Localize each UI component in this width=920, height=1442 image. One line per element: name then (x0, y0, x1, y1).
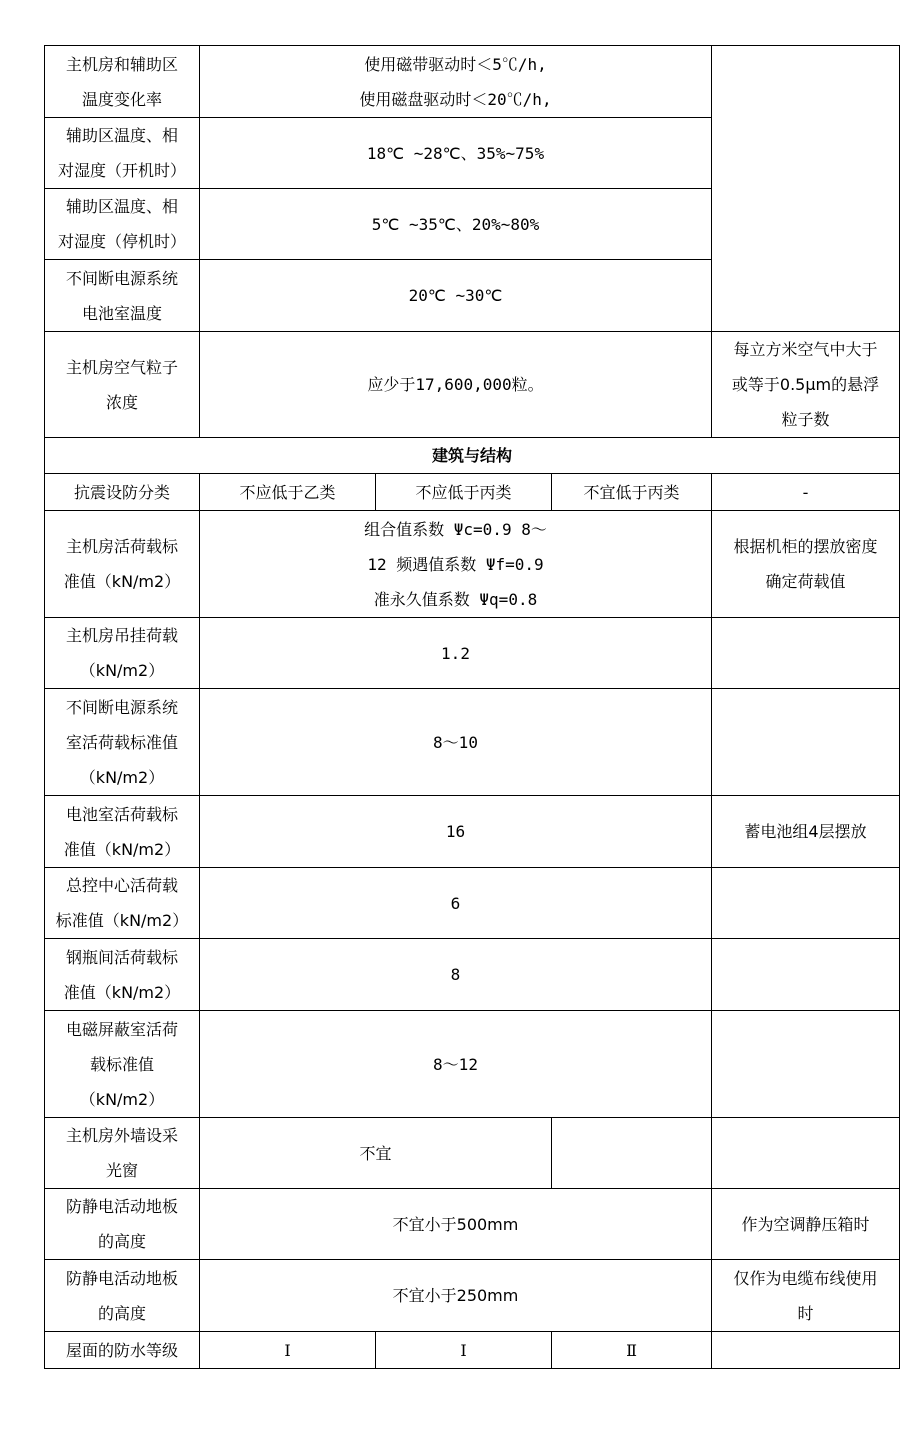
row-label: 主机房吊挂荷载 （kN/m2） (45, 618, 200, 689)
seismic-class-a: 不应低于乙类 (200, 474, 376, 511)
table-row (45, 796, 900, 868)
row-value: 8 (200, 939, 712, 1011)
row-note (712, 618, 900, 689)
row-value: 8～12 (200, 1011, 712, 1118)
row-label: 屋面的防水等级 (45, 1332, 200, 1369)
row-label: 电磁屏蔽室活荷 载标准值 （kN/m2） (45, 1011, 200, 1118)
row-note: 仅作为电缆布线使用 时 (712, 1260, 900, 1332)
row-value: 18℃ ~28℃、35%~75% (200, 118, 712, 189)
row-note (712, 1118, 900, 1189)
row-label: 防静电活动地板 的高度 (45, 1260, 200, 1332)
row-value: 20℃ ~30℃ (200, 260, 712, 332)
waterproof-grade-b: Ⅰ (376, 1332, 552, 1369)
table-row (45, 1118, 900, 1189)
row-value: 不宜小于250mm (200, 1260, 712, 1332)
row-value: 不宜 (200, 1118, 552, 1189)
row-note (712, 46, 900, 332)
row-note: - (712, 474, 900, 511)
row-value: 不宜小于500mm (200, 1189, 712, 1260)
row-label: 不间断电源系统 室活荷载标准值 （kN/m2） (45, 689, 200, 796)
row-label: 抗震设防分类 (45, 474, 200, 511)
row-note (712, 868, 900, 939)
row-label: 电池室活荷载标 准值（kN/m2） (45, 796, 200, 868)
row-value: 16 (200, 796, 712, 868)
table-row (45, 46, 900, 118)
row-value: 6 (200, 868, 712, 939)
row-label: 主机房和辅助区 温度变化率 (45, 46, 200, 118)
table-row (45, 511, 900, 618)
waterproof-grade-a: Ⅰ (200, 1332, 376, 1369)
row-value-empty (552, 1118, 712, 1189)
row-label: 不间断电源系统 电池室温度 (45, 260, 200, 332)
table-row (45, 618, 900, 689)
row-note: 根据机柜的摆放密度 确定荷载值 (712, 511, 900, 618)
table-row (45, 1011, 900, 1118)
table-row (45, 474, 900, 511)
row-note: 每立方米空气中大于 或等于0.5μm的悬浮 粒子数 (712, 332, 900, 438)
row-label: 总控中心活荷载 标准值（kN/m2） (45, 868, 200, 939)
row-label: 主机房外墙设采 光窗 (45, 1118, 200, 1189)
table-row (45, 1260, 900, 1332)
row-label: 主机房活荷载标 准值（kN/m2） (45, 511, 200, 618)
table-row (45, 1332, 900, 1369)
seismic-class-b: 不应低于丙类 (376, 474, 552, 511)
row-note: 作为空调静压箱时 (712, 1189, 900, 1260)
section-row (45, 438, 900, 474)
seismic-class-c: 不宜低于丙类 (552, 474, 712, 511)
table-row (45, 868, 900, 939)
row-note (712, 689, 900, 796)
spec-table (44, 45, 900, 1369)
section-title: 建筑与结构 (45, 438, 900, 474)
row-note (712, 939, 900, 1011)
row-value: 使用磁带驱动时＜5℃/h, 使用磁盘驱动时＜20℃/h, (200, 46, 712, 118)
row-label: 辅助区温度、相 对湿度（停机时） (45, 189, 200, 260)
row-value: 5℃ ~35℃、20%~80% (200, 189, 712, 260)
row-label: 防静电活动地板 的高度 (45, 1189, 200, 1260)
table-row (45, 939, 900, 1011)
row-value: 1.2 (200, 618, 712, 689)
row-note (712, 1011, 900, 1118)
row-label: 主机房空气粒子 浓度 (45, 332, 200, 438)
row-label: 钢瓶间活荷载标 准值（kN/m2） (45, 939, 200, 1011)
waterproof-grade-c: Ⅱ (552, 1332, 712, 1369)
table-row (45, 1189, 900, 1260)
row-note (712, 1332, 900, 1369)
row-note: 蓄电池组4层摆放 (712, 796, 900, 868)
row-value: 应少于17,600,000粒。 (200, 332, 712, 438)
table-row (45, 689, 900, 796)
row-label: 辅助区温度、相 对湿度（开机时） (45, 118, 200, 189)
table-row (45, 332, 900, 438)
row-value: 组合值系数 Ψc=0.9 8～ 12 频遇值系数 Ψf=0.9 准永久值系数 Ψq=0.8 (200, 511, 712, 618)
row-value: 8～10 (200, 689, 712, 796)
